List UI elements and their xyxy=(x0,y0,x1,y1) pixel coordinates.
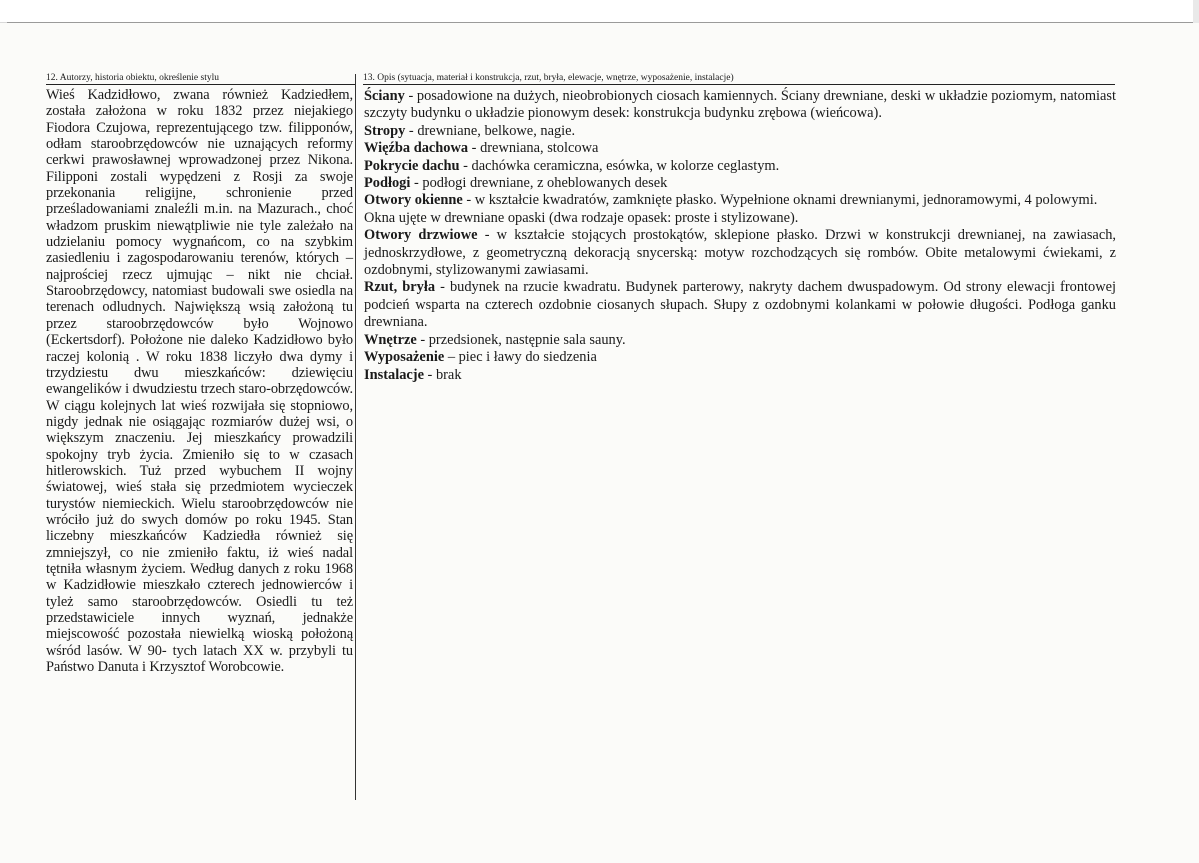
entry-text: - dachówka ceramiczna, esówka, w kolorze ceglastym. xyxy=(459,157,780,174)
entry-text: - w kształcie kwadratów, zamknięte płasko. Wypełnione oknami drewnianymi, jednoramowymi, 4 polowymi. xyxy=(462,192,1098,209)
entry-label: Wnętrze xyxy=(364,331,417,348)
entry-text: - brak xyxy=(423,366,462,383)
column-divider xyxy=(355,74,356,800)
entry-text: - drewniana, stolcowa xyxy=(468,140,599,157)
entry-text: – piec i ławy do siedzenia xyxy=(444,349,597,366)
history-text: Wieś Kadzidłowo, zwana również Kadziedłem, została założona w roku 1832 przez niejakiego Fiodora Czujowa, reprezentującego tzw. filipponów, odłam staroobrzędowców nie uznających reformy cerkwi prawosławnej wprowadzonej przez Nikona. Filipponi zostali wypędzeni z Rosji za swoje przekonania religijne, schronienie przed prześladowaniami znaleźli m.in. na Mazurach., choć władzom pruskim niewątpliwie nie tyle zależało na udzielaniu pomocy wygnańcom, co na szybkim zasiedleniu i zagospodarowaniu terenów, których – najprościej rzecz ujmując – nikt nie chciał. Staroobrzędowcy, natomiast budowali swe osiedla na terenach odludnych. Największą wsią założoną tu przez staroobrzędowców było Wojnowo (Eckertsdorf). Położone nie daleko Kadzidłowo było raczej kolonią . W roku 1838 liczyło dwa dymy i trzydziestu dwu mieszkańców: dziewięciu ewangelików i dwudziestu trzech staro-obrzędowców. W ciągu kolejnych lat wieś rozwijała się stopniowo, nigdy jednak nie osiągając rozmiarów dużej wsi, o większym znaczeniu. Jej mieszkańcy prowadzili spokojny tryb życia. Zmieniło się to w czasach hitlerowskich. Tuż przed wybuchem II wojny światowej, wieś stała się przedmiotem wycieczek turystów niemieckich. Wielu staroobrzędowców nie wróciło już do swych domów po roku 1945. Stan liczebny mieszkańców Kadziedła również się zmniejszył, co nie zmieniło faktu, iż wieś nadal tętniła własnym życiem. Według danych z roku 1968 w Kadzidłowie mieszkało czterech jednowierców i tyleż samo staroobrzędowców. Osiedli tu też przedstawiciele innych wyznań, jednakże miejscowość pozostała niewielką wioską położoną wśród lasów. W 90- tych latach XX w. przybyli tu Państwo Danuta i Krzysztof Worobcowie. xyxy=(46,87,353,676)
entry-floors xyxy=(364,175,1116,192)
entry-label: Wyposażenie xyxy=(364,349,445,366)
entry-label: Otwory okienne xyxy=(364,192,463,209)
entry-text: - podłogi drewniane, z oheblowanych desek xyxy=(410,175,668,192)
section-13-heading: 13. Opis (sytuacja, materiał i konstrukcja, rzut, bryła, elewacje, wnętrze, wyposażenie, instalacje) xyxy=(363,72,1115,85)
entry-label: Pokrycie dachu xyxy=(364,157,460,174)
section-12-heading: 12. Autorzy, historia obiektu, określenie stylu xyxy=(46,72,356,85)
entry-text: - przedsionek, następnie sala sauny. xyxy=(416,331,626,348)
entry-ceilings xyxy=(364,123,1116,140)
entry-door-openings xyxy=(364,227,1116,279)
entry-text: Okna ujęte w drewniane opaski (dwa rodzaje opasek: proste i stylizowane). xyxy=(364,209,799,226)
entry-text: - posadowione na dużych, nieobrobionych ciosach kamiennych. Ściany drewniane, deski w układzie poziomym, natomiast szczyty budynku o układzie pionowym desek: konstrukcja budynku zrębowa (wieńcowa). xyxy=(364,88,1116,122)
entry-plan-massing xyxy=(364,279,1116,331)
entry-window-openings xyxy=(364,192,1116,209)
entry-equipment xyxy=(364,349,1116,366)
entry-label: Ściany xyxy=(364,88,405,104)
entry-label: Stropy xyxy=(364,122,406,139)
entry-label: Instalacje xyxy=(364,366,424,383)
entry-label: Rzut, bryła xyxy=(364,279,436,296)
entry-roof-truss xyxy=(364,140,1116,157)
scan-top-margin xyxy=(0,0,1199,22)
entry-interior xyxy=(364,332,1116,349)
entry-text: - drewniane, belkowe, nagie. xyxy=(405,122,576,139)
description-text xyxy=(364,88,1116,384)
entry-roofing xyxy=(364,158,1116,175)
entry-label: Otwory drzwiowe xyxy=(364,227,478,244)
entry-text: - w kształcie stojących prostokątów, sklepione płasko. Drzwi w konstrukcji drewnianej, na zawiasach, jednoskrzydłowe, z geometryczną dekoracją snycerską: motyw rozchodzących się rombów. Obite metalowymi ćwiekami, z ozdobnymi, stylizowanymi zawiasami. xyxy=(364,227,1116,279)
entry-window-frames xyxy=(364,210,1116,227)
entry-installations xyxy=(364,367,1116,384)
entry-walls xyxy=(364,88,1116,123)
entry-text: - budynek na rzucie kwadratu. Budynek parterowy, nakryty dachem dwuspadowym. Od strony elewacji frontowej podcień wsparta na czterech ozdobnie ciosanych słupach. Słupy z ozdobnymi kolankami w połowie długości. Podłoga ganku drewniana. xyxy=(364,279,1117,331)
entry-label: Więźba dachowa xyxy=(364,140,469,157)
entry-label: Podłogi xyxy=(364,175,411,192)
